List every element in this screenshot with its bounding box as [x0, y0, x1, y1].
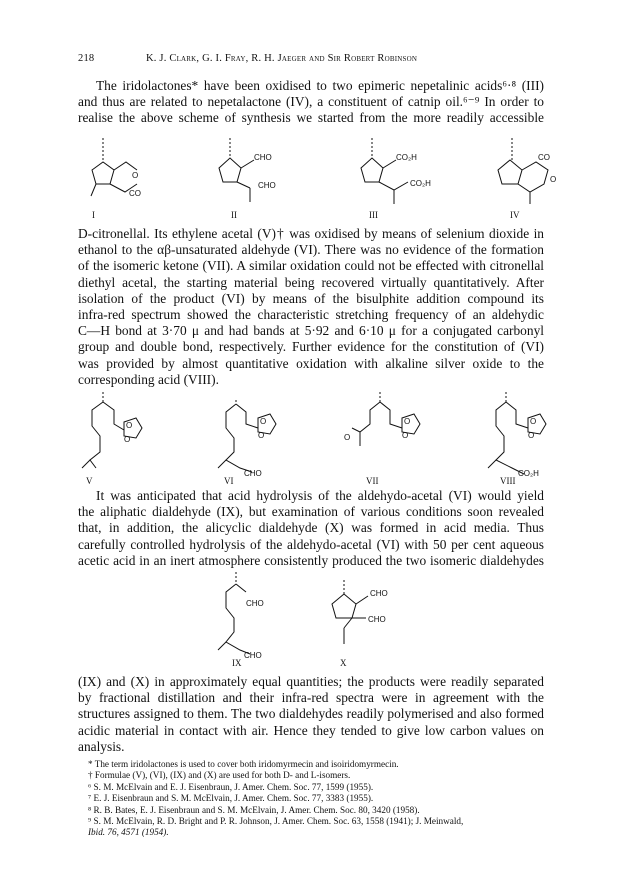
structure-IX	[218, 572, 250, 654]
structure-label: IX	[232, 658, 242, 668]
text-line: isolation of the product (VI) by means of the bisulphite addition compound its	[78, 290, 544, 306]
group-CO: CO	[538, 153, 550, 162]
footnote: ⁹ S. M. McElvain, R. D. Bright and P. R. Johnson, J. Amer. Chem. Soc. 63, 1558 (1941); J. Meinwald,	[88, 816, 464, 827]
text-line: The iridolactones* have been oxidised to two epimeric nepetalinic acids⁶·⁸ (III)	[96, 78, 544, 93]
group-CO2H: CO₂H	[396, 153, 417, 162]
group-O: O	[528, 431, 535, 440]
footnote: ⁸ R. B. Bates, E. J. Eisenbraun and S. M. McElvain, J. Amer. Chem. Soc. 80, 3420 (1958).	[88, 804, 420, 815]
structure-label: VI	[224, 476, 234, 486]
group-CHO: CHO	[258, 181, 276, 190]
structure-label: VIII	[500, 476, 516, 486]
page-number: 218	[78, 53, 95, 64]
group-CHO: CHO	[244, 469, 262, 478]
structure-label: IV	[510, 210, 520, 220]
text-line: was provided by almost quantitative oxidation with alkaline silver oxide to the	[78, 355, 544, 371]
footnote: ⁶ S. M. McElvain and E. J. Eisenbraun, J. Amer. Chem. Soc. 77, 1599 (1955).	[88, 781, 374, 792]
group-O: O	[260, 417, 267, 426]
text-line: analysis.	[78, 738, 125, 754]
text-line: of the isomeric ketone (VII). A similar oxidation could not be effected with citronellal	[78, 258, 544, 274]
text-line: acetic acid in an inert atmosphere consistently produced the two isomeric dialdehydes	[78, 552, 544, 568]
footnote: Ibid. 76, 4571 (1954).	[88, 827, 169, 838]
text-line: and thus are related to nepetalactone (IV), a constituent of catnip oil.⁶⁻⁹ In order to	[78, 94, 544, 110]
footnote: ⁷ E. J. Eisenbraun and S. M. McElvain, J. Amer. Chem. Soc. 77, 3383 (1955).	[88, 793, 374, 804]
structure-label: V	[86, 476, 93, 486]
group-CHO: CHO	[244, 651, 262, 660]
text-line: D-citronellal. Its ethylene acetal (V)† was oxidised by means of selenium dioxide in	[78, 226, 544, 241]
footnotes	[78, 759, 548, 839]
group-O: O	[126, 421, 133, 430]
group-CHO: CHO	[254, 153, 272, 162]
text-line: corresponding acid (VIII).	[78, 371, 219, 387]
structure-label: II	[231, 210, 237, 220]
structure-label: III	[369, 210, 378, 220]
structure-label: I	[92, 210, 95, 220]
group-O: O	[344, 433, 351, 442]
paragraph-products	[78, 674, 544, 755]
group-CO: CO	[129, 189, 141, 198]
text-line: carefully controlled hydrolysis of the aldehydo-acetal (VI) with 50 per cent aqueous	[78, 536, 544, 552]
group-O: O	[530, 417, 537, 426]
text-line: the aliphatic dialdehyde (IX), but examination of various conditions soon revealed	[78, 504, 544, 520]
group-O: O	[404, 417, 411, 426]
group-CO2H: CO₂H	[518, 469, 539, 478]
text-line: by fractional distillation and their infra-red spectra were in agreement with the	[78, 690, 544, 706]
group-CHO: CHO	[370, 589, 388, 598]
text-line: acidic material in contact with air. Hence they tended to give low carbon values on	[78, 722, 544, 738]
group-CHO: CHO	[368, 615, 386, 624]
text-line: that, in addition, the alicyclic dialdehyde (X) was formed in acid media. Thus	[78, 520, 544, 536]
group-O: O	[550, 175, 557, 184]
text-line: (IX) and (X) in approximately equal quantities; the products were readily separated	[78, 674, 544, 689]
text-line: structures assigned to them. The two dialdehydes readily polymerised and also formed	[78, 706, 544, 722]
footnote: † Formulae (V), (VI), (IX) and (X) are used for both D- and L-isomers.	[88, 770, 351, 781]
group-O: O	[124, 435, 131, 444]
text-line: group and double bond, respectively. Further evidence for the constitution of (VI)	[78, 339, 544, 355]
structure-X	[332, 580, 368, 644]
text-line: It was anticipated that acid hydrolysis of the aldehydo-acetal (VI) would yield	[96, 488, 544, 503]
text-line: C—H bond at 3·70 μ and had bands at 5·92 and 6·10 μ for a conjugated carbonyl	[78, 323, 544, 339]
running-header-authors: K. J. Clark, G. I. Fray, R. H. Jaeger and Sir Robert Robinson	[146, 53, 418, 64]
structure-label: X	[340, 658, 347, 668]
group-CO2H: CO₂H	[410, 179, 431, 188]
group-O: O	[258, 431, 265, 440]
text-line: infra-red spectrum showed the characteristic stretching frequency of an aldehydic	[78, 307, 544, 323]
structure-label: VII	[366, 476, 379, 486]
text-line: ethanol to the αβ-unsaturated aldehyde (VI). There was no evidence of the formation	[78, 242, 544, 258]
group-CHO: CHO	[246, 599, 264, 608]
text-line: realise the above scheme of synthesis we started from the more readily accessible	[78, 110, 544, 126]
text-line: diethyl acetal, the starting material being recovered virtually quantitatively. After	[78, 274, 544, 290]
group-O: O	[132, 171, 139, 180]
footnote: * The term iridolactones is used to cover both iridomyrmecin and isoiridomyrmecin.	[88, 759, 399, 769]
group-O: O	[402, 431, 409, 440]
